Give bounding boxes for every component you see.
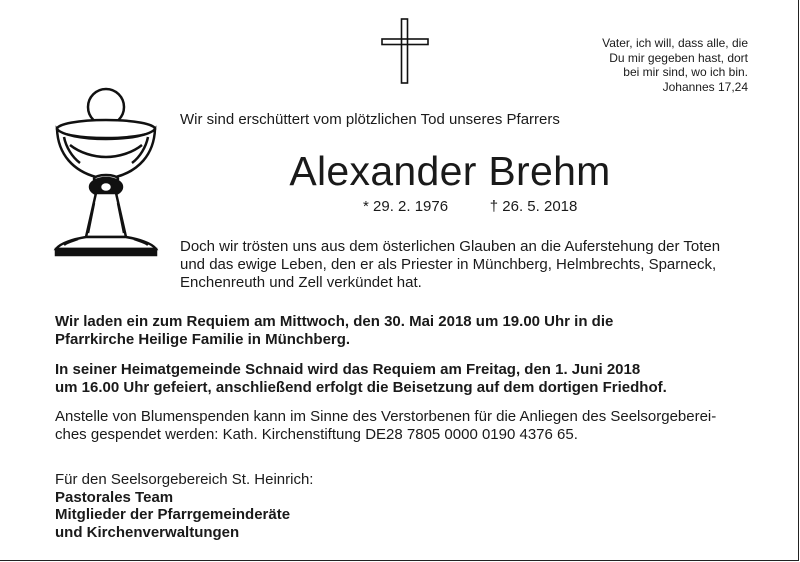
signature-line: und Kirchenverwaltungen <box>55 523 240 541</box>
signature-block <box>55 471 313 541</box>
requiem-invitation <box>55 313 613 349</box>
quote-line: bei mir sind, wo ich bin. <box>623 65 748 79</box>
paragraph-line: und das ewige Leben, den er als Priester in Münchberg, Helmbrechts, Sparneck, <box>180 256 717 273</box>
latin-cross-icon <box>381 18 429 84</box>
paragraph-line: um 16.00 Uhr gefeiert, anschließend erfolgt die Beisetzung auf dem dortigen Friedhof. <box>55 379 667 396</box>
bible-quote <box>528 36 748 94</box>
quote-line: Vater, ich will, dass alle, die <box>602 36 748 50</box>
paragraph-line: ches gespendet werden: Kath. Kirchenstiftung DE28 7805 0000 0190 4376 65. <box>55 426 578 443</box>
paragraph-line: In seiner Heimatgemeinde Schnaid wird das Requiem am Freitag, den 1. Juni 2018 <box>55 361 641 378</box>
paragraph-line: Wir laden ein zum Requiem am Mittwoch, den 30. Mai 2018 um 19.00 Uhr in die <box>55 313 614 330</box>
paragraph-line: Doch wir trösten uns aus dem österlichen Glauben an die Auferstehung der Toten <box>180 238 721 255</box>
chalice-with-host-icon <box>50 87 162 262</box>
birth-date: * 29. 2. 1976 <box>363 198 449 215</box>
paragraph-line: Pfarrkirche Heilige Familie in Münchberg. <box>55 331 351 348</box>
death-date: † 26. 5. 2018 <box>489 198 578 215</box>
signature-line: Pastorales Team <box>55 488 174 506</box>
life-dates <box>363 198 577 215</box>
signature-line: Mitglieder der Pfarrgemeinderäte <box>55 506 291 523</box>
faith-paragraph <box>180 238 760 292</box>
quote-line: Du mir gegeben hast, dort <box>609 50 748 65</box>
signature-intro: Für den Seelsorgebereich St. Heinrich: <box>55 471 314 488</box>
deceased-name: Alexander Brehm <box>289 148 611 194</box>
intro-text: Wir sind erschüttert vom plötzlichen Tod unseres Pfarrers <box>180 111 560 128</box>
paragraph-line: Anstelle von Blumenspenden kann im Sinne des Verstorbenen für die Anliegen des Seelsorgeberei- <box>55 408 717 425</box>
quote-reference: Johannes 17,24 <box>662 79 748 94</box>
hometown-requiem <box>55 361 667 397</box>
donation-note <box>55 408 770 444</box>
paragraph-line: Enchenreuth und Zell verkündet hat. <box>180 274 422 291</box>
